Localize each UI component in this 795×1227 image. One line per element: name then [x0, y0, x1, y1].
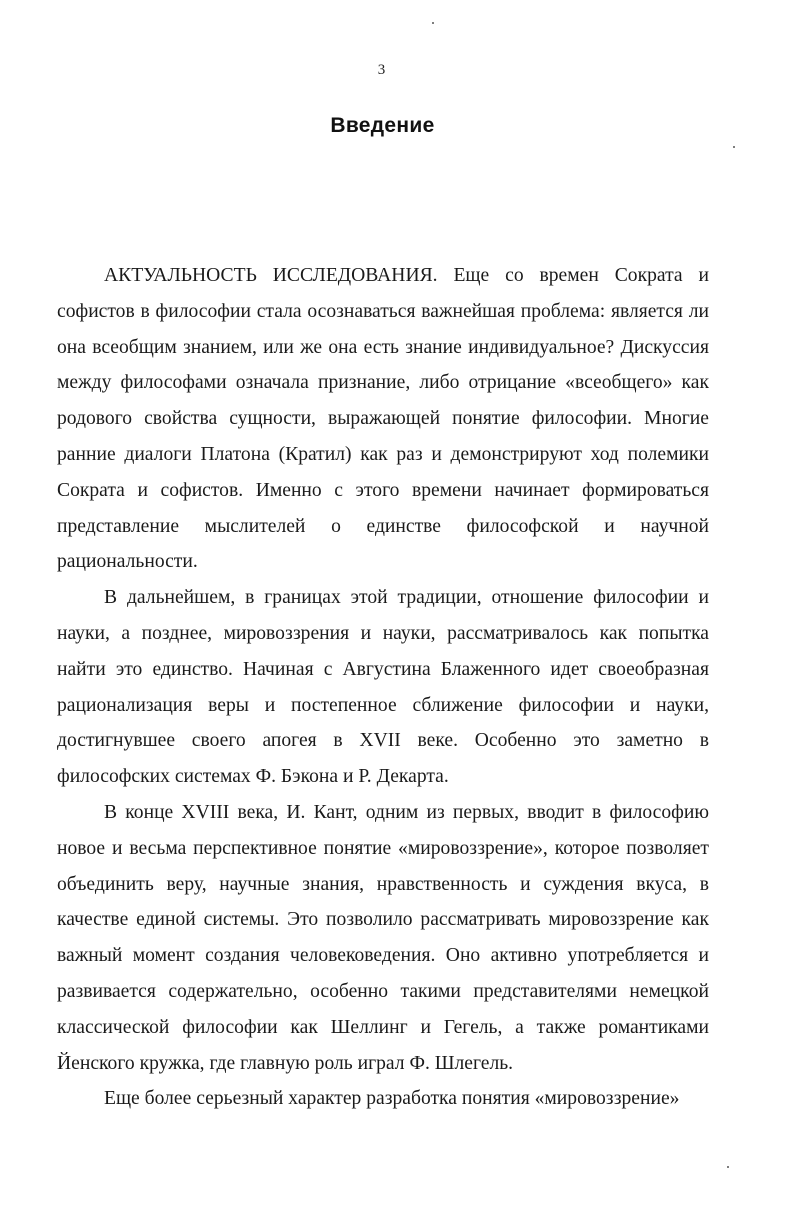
page-title: Введение — [330, 114, 435, 137]
paragraph: АКТУАЛЬНОСТЬ ИССЛЕДОВАНИЯ. Еще со времен Сократа и софистов в философии стала осознаваться важнейшая проблема: является ли она всеобщим знанием, или же она есть знание индивидуальное? Дискуссия между философами означала признание, либо отрицание «всеобщего» как родового свойства сущности, выражающей понятие философии. Многие ранние диалоги Платона (Кратил) как раз и демонстрируют ход полемики Сократа и софистов. Именно с этого времени начинает формироваться представление мыслителей о единстве философской и научной рациональности. — [57, 265, 709, 573]
page-number: 3 — [377, 62, 386, 78]
scan-speck — [727, 1166, 729, 1168]
paragraph: Еще более серьезный характер разработка понятия «мировоззрение» — [104, 1088, 680, 1110]
paragraph: В конце XVIII века, И. Кант, одним из первых, вводит в философию новое и весьма перспективное понятие «мировоззрение», которое позволяет объединить веру, научные знания, нравственность и суждения вкуса, в качестве единой системы. Это позволило рассматривать мировоззрение как важный момент создания человековедения. Оно активно употребляется и развивается содержательно, особенно такими представителями немецкой классической философии как Шеллинг и Гегель, а также романтиками Йенского кружка, где главную роль играл Ф. Шлегель. — [57, 801, 709, 1074]
paragraph: В дальнейшем, в границах этой традиции, отношение философии и науки, а позднее, мировоззрения и науки, рассматривалось как попытка найти это единство. Начиная с Августина Блаженного идет своеобразная рационализация веры и постепенное сближение философии и науки, достигнувшее своего апогея в XVII веке. Особенно это заметно в философских системах Ф. Бэкона и Р. Декарта. — [57, 587, 709, 788]
body-text — [57, 258, 709, 1117]
scan-speck — [733, 146, 735, 148]
scan-speck — [432, 22, 434, 24]
